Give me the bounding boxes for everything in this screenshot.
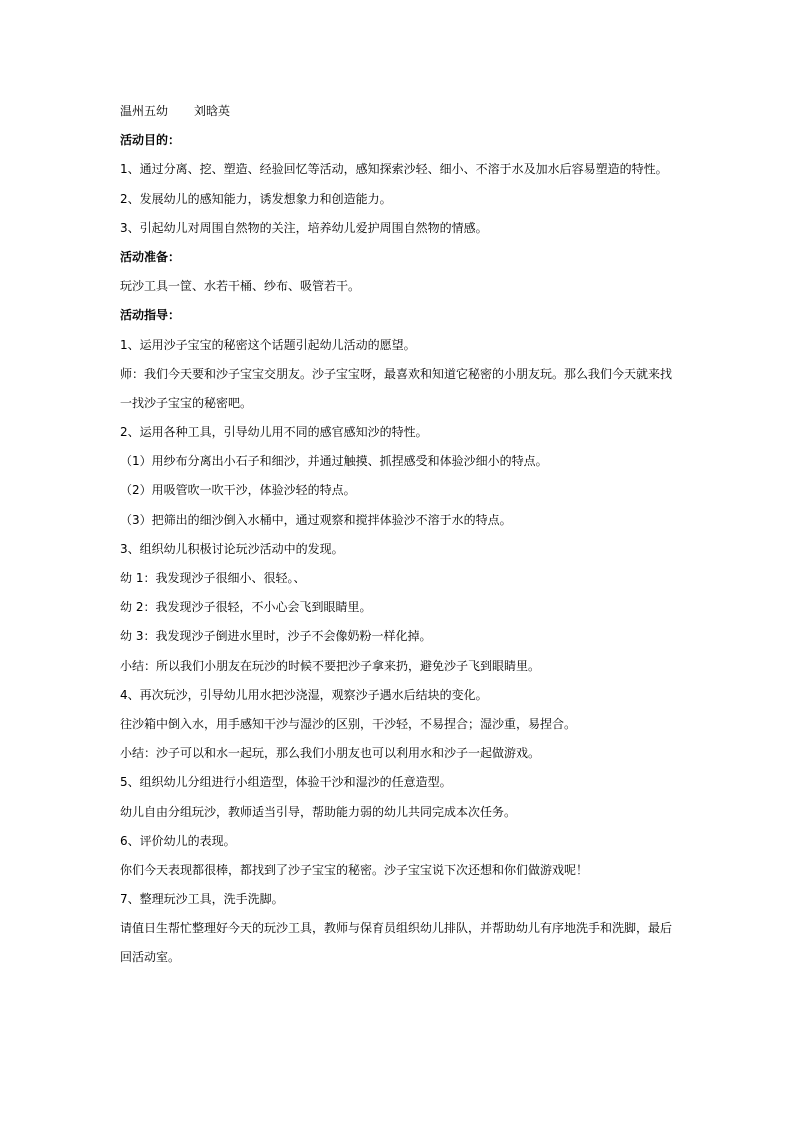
guidance-summary: 小结：沙子可以和水一起玩，那么我们小朋友也可以利用水和沙子一起做游戏。 <box>120 746 541 761</box>
guidance-summary: 小结：所以我们小朋友在玩沙的时候不要把沙子拿来扔，避免沙子飞到眼睛里。 <box>120 658 541 673</box>
guidance-substep: （2）用吸管吹一吹干沙，体验沙轻的特点。 <box>120 483 356 498</box>
goals-heading: 活动目的： <box>120 133 181 148</box>
goal-item: 3、引起幼儿对周围自然物的关注，培养幼儿爱护周围自然物的情感。 <box>120 220 488 235</box>
guidance-step: 1、运用沙子宝宝的秘密这个话题引起幼儿活动的愿望。 <box>120 337 416 352</box>
guidance-step: 4、再次玩沙，引导幼儿用水把沙浇湿，观察沙子遇水后结块的变化。 <box>120 687 488 702</box>
school-name: 温州五幼 <box>120 104 169 118</box>
guidance-substep: （1）用纱布分离出小石子和细沙，并通过触摸、抓捏感受和体验沙细小的特点。 <box>120 454 548 469</box>
guidance-dialogue: 幼 2：我发现沙子很轻，不小心会飞到眼睛里。 <box>120 600 372 615</box>
document-page <box>120 100 680 976</box>
guidance-paragraph: 幼儿自由分组玩沙，教师适当引导，帮助能力弱的幼儿共同完成本次任务。 <box>120 804 517 819</box>
guidance-paragraph: 往沙箱中倒入水，用手感知干沙与湿沙的区别，干沙轻，不易捏合；湿沙重，易捏合。 <box>120 716 577 731</box>
guidance-step: 6、评价幼儿的表现。 <box>120 833 236 848</box>
preparation-heading: 活动准备： <box>120 249 181 264</box>
guidance-step: 7、整理玩沙工具，洗手洗脚。 <box>120 892 284 907</box>
guidance-dialogue: 幼 1：我发现沙子很细小、很轻。、 <box>120 571 306 585</box>
guidance-paragraph: 你们今天表现都很棒，都找到了沙子宝宝的秘密。沙子宝宝说下次还想和你们做游戏呢！ <box>120 862 589 877</box>
goal-item: 1、通过分离、挖、塑造、经验回忆等活动，感知探索沙轻、细小、不溶于水及加水后容易塑造的特性。 <box>120 162 668 177</box>
preparation-text: 玩沙工具一筐、水若干桶、纱布、吸管若干。 <box>120 279 361 294</box>
guidance-dialogue: 幼 3：我发现沙子倒进水里时，沙子不会像奶粉一样化掉。 <box>120 629 432 644</box>
guidance-heading: 活动指导： <box>120 308 181 323</box>
guidance-paragraph: 师：我们今天要和沙子宝宝交朋友。沙子宝宝呀，最喜欢和知道它秘密的小朋友玩。那么我们今天就来找 <box>120 366 673 381</box>
author-name: 刘晗英 <box>194 104 231 118</box>
guidance-step: 2、运用各种工具，引导幼儿用不同的感官感知沙的特性。 <box>120 425 428 440</box>
guidance-step: 3、组织幼儿积极讨论玩沙活动中的发现。 <box>120 541 344 556</box>
goal-item: 2、发展幼儿的感知能力，诱发想象力和创造能力。 <box>120 191 392 206</box>
author-line <box>120 100 680 129</box>
guidance-paragraph: 一找沙子宝宝的秘密吧。 <box>120 395 253 410</box>
guidance-paragraph: 请值日生帮忙整理好今天的玩沙工具，教师与保育员组织幼儿排队，并帮助幼儿有序地洗手和洗脚，最后 <box>120 921 673 936</box>
guidance-step: 5、组织幼儿分组进行小组造型，体验干沙和湿沙的任意造型。 <box>120 775 452 790</box>
guidance-substep: （3）把筛出的细沙倒入水桶中，通过观察和搅拌体验沙不溶于水的特点。 <box>120 512 512 527</box>
guidance-paragraph: 回活动室。 <box>120 950 181 965</box>
